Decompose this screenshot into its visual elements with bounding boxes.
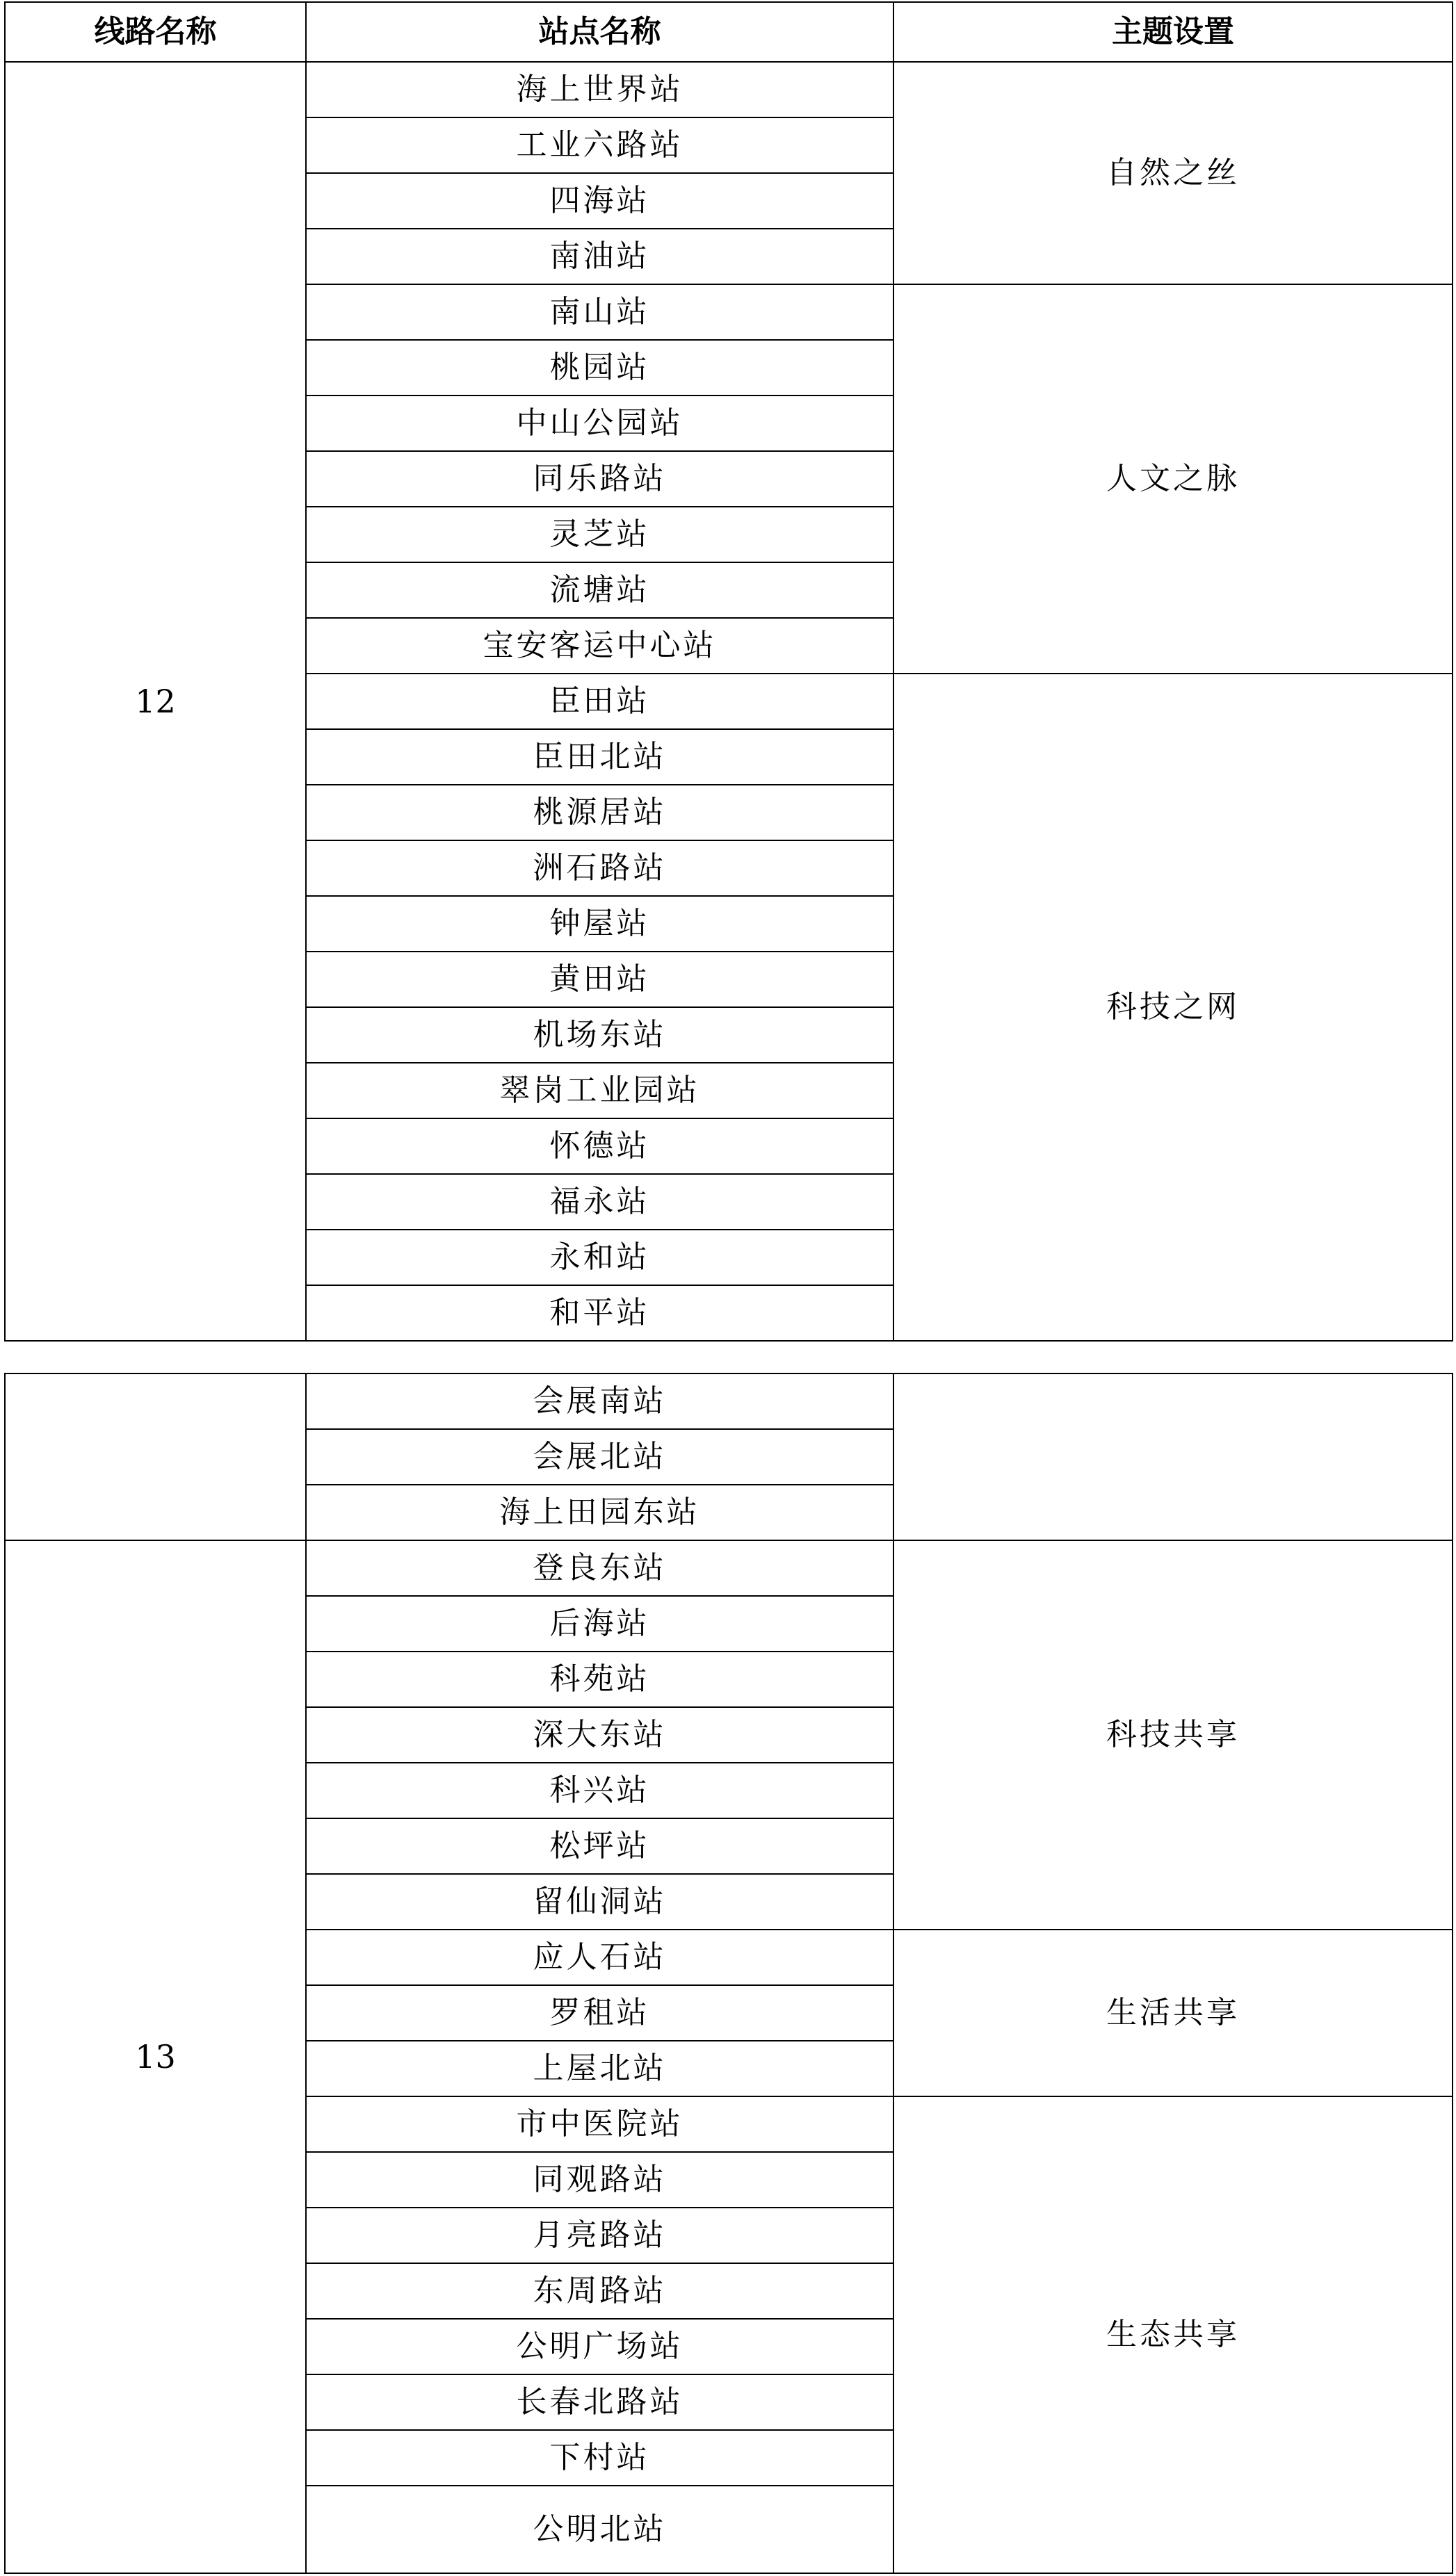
table-row [5,62,1453,117]
theme-cell: 生态共享 [893,2096,1453,2573]
station-cell: 罗租站 [306,1985,893,2041]
station-cell: 黄田站 [306,952,893,1007]
station-cell: 同观路站 [306,2152,893,2208]
station-cell: 科兴站 [306,1763,893,1818]
station-cell: 永和站 [306,1230,893,1285]
theme-cell: 科技之网 [893,674,1453,1341]
station-cell: 会展北站 [306,1429,893,1485]
station-cell: 工业六路站 [306,117,893,173]
station-cell: 海上田园东站 [306,1485,893,1540]
station-cell: 长春北路站 [306,2374,893,2430]
station-cell: 应人石站 [306,1930,893,1985]
station-cell: 翠岗工业园站 [306,1063,893,1118]
station-cell: 下村站 [306,2430,893,2486]
station-cell: 臣田北站 [306,729,893,785]
station-cell: 会展南站 [306,1373,893,1429]
station-cell: 科苑站 [306,1652,893,1707]
station-cell: 钟屋站 [306,896,893,952]
station-cell: 东周路站 [306,2263,893,2319]
line-name-cell-empty [5,1373,306,1540]
line-name-cell: 12 [5,62,306,1341]
station-cell: 留仙洞站 [306,1874,893,1930]
theme-cell-empty [893,1373,1453,1540]
station-cell: 公明广场站 [306,2319,893,2374]
station-cell: 四海站 [306,173,893,229]
station-cell: 南山站 [306,284,893,340]
station-theme-table-line-13 [4,1373,1453,2574]
theme-cell: 自然之丝 [893,62,1453,284]
station-cell: 桃园站 [306,340,893,396]
station-cell: 机场东站 [306,1007,893,1063]
theme-cell: 生活共享 [893,1930,1453,2096]
station-cell: 市中医院站 [306,2096,893,2152]
station-cell: 洲石路站 [306,840,893,896]
station-cell: 和平站 [306,1285,893,1341]
station-cell: 后海站 [306,1596,893,1652]
line-name-cell: 13 [5,1540,306,2573]
station-cell: 宝安客运中心站 [306,618,893,674]
station-cell: 灵芝站 [306,507,893,562]
table-header-row [5,2,1453,62]
station-cell: 松坪站 [306,1818,893,1874]
header-line-name: 线路名称 [5,2,306,62]
station-cell: 登良东站 [306,1540,893,1596]
station-cell: 公明北站 [306,2486,893,2573]
station-cell: 桃源居站 [306,785,893,840]
station-cell: 深大东站 [306,1707,893,1763]
station-cell: 上屋北站 [306,2041,893,2096]
station-cell: 怀德站 [306,1118,893,1174]
station-cell: 同乐路站 [306,451,893,507]
station-cell: 月亮路站 [306,2208,893,2263]
station-theme-table-line-12 [4,1,1453,1342]
station-cell: 流塘站 [306,562,893,618]
theme-cell: 人文之脉 [893,284,1453,674]
station-cell: 臣田站 [306,674,893,729]
table-row [5,1540,1453,1596]
station-cell: 福永站 [306,1174,893,1230]
station-cell: 南油站 [306,229,893,284]
header-station-name: 站点名称 [306,2,893,62]
header-theme: 主题设置 [893,2,1453,62]
station-cell: 海上世界站 [306,62,893,117]
station-cell: 中山公园站 [306,396,893,451]
table-row [5,1373,1453,1429]
theme-cell: 科技共享 [893,1540,1453,1930]
